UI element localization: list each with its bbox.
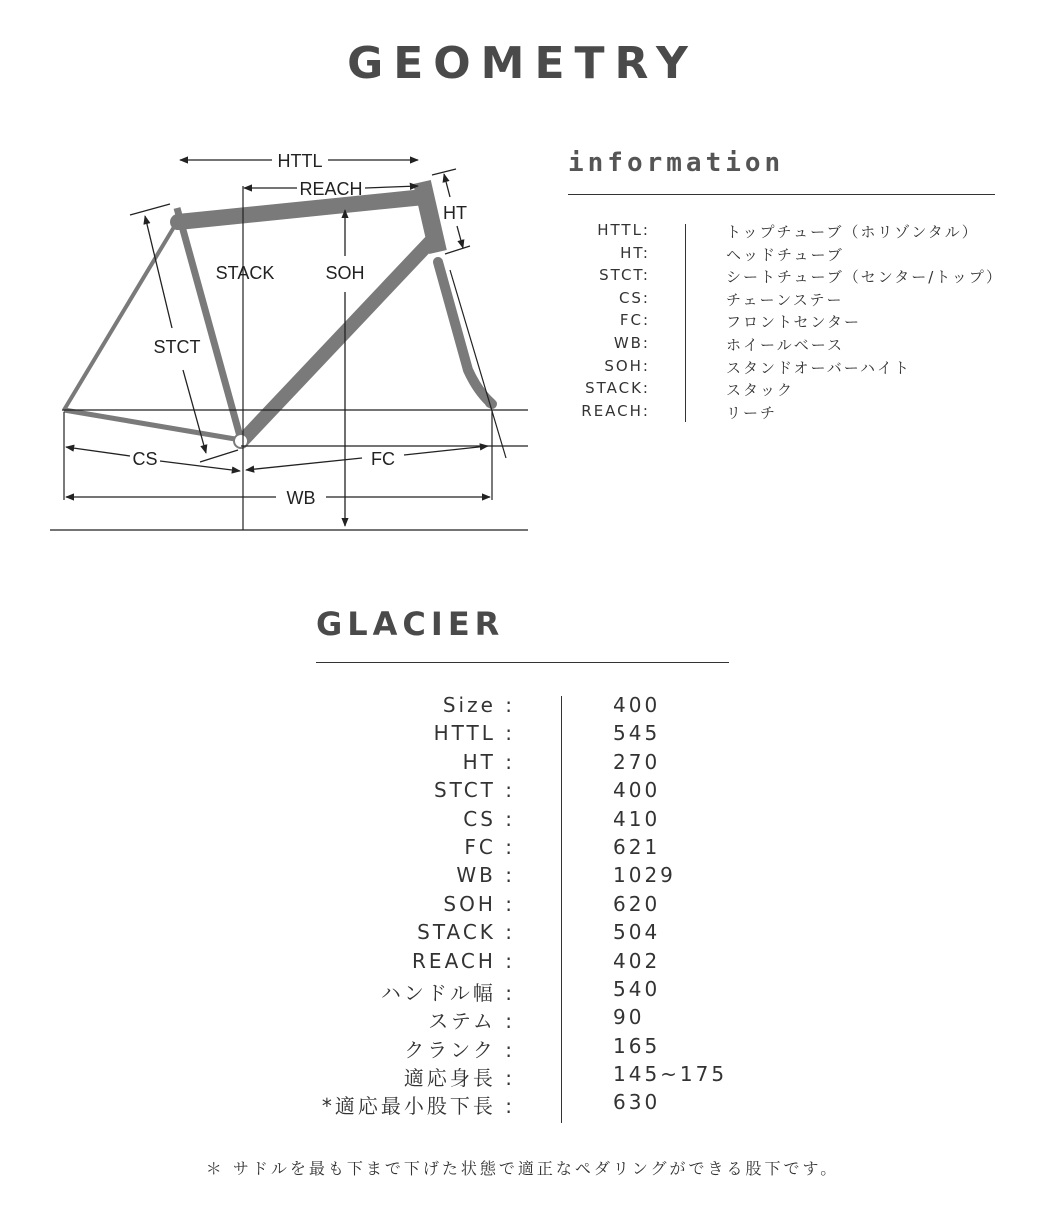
- spec-label: クランク :: [404, 1037, 515, 1062]
- spec-label: FC :: [464, 834, 515, 859]
- ht-label: HT: [443, 203, 467, 223]
- information-row: [560, 289, 1040, 312]
- information-desc: スタック: [726, 381, 795, 400]
- page-title: GEOMETRY: [347, 38, 698, 89]
- information-desc: スタンドオーバーハイト: [726, 358, 912, 377]
- spec-label: Size :: [442, 693, 515, 717]
- spec-row: [0, 1062, 1045, 1090]
- information-rule: [568, 194, 995, 195]
- spec-label: WB :: [456, 863, 515, 888]
- seat-tube: [177, 208, 241, 440]
- bike-frame: [64, 182, 495, 448]
- model-name: GLACIER: [316, 605, 505, 643]
- spec-row: [0, 835, 1045, 863]
- model-rule: [316, 662, 729, 663]
- spec-value: 270: [613, 749, 661, 774]
- spec-label: HT :: [462, 749, 515, 774]
- information-desc: リーチ: [726, 403, 778, 422]
- stct-extension: [130, 204, 170, 215]
- spec-value: 540: [613, 976, 661, 1001]
- soh-label: SOH: [325, 263, 365, 283]
- spec-row: [0, 1005, 1045, 1033]
- spec-value: 145~175: [613, 1062, 728, 1087]
- information-abbr: CS:: [618, 288, 650, 307]
- fc-arrow-right: [404, 446, 488, 455]
- stack-label: STACK: [215, 263, 275, 283]
- spec-value: 545: [613, 721, 661, 746]
- information-abbr: SOH:: [604, 356, 650, 375]
- spec-row: [0, 1090, 1045, 1118]
- httl-label: HTTL: [277, 151, 323, 171]
- spec-row: [0, 693, 1045, 721]
- spec-label: STCT :: [433, 778, 515, 803]
- spec-value: 400: [613, 693, 661, 717]
- top-tube: [178, 197, 424, 222]
- spec-value: 165: [613, 1033, 661, 1058]
- spec-value: 630: [613, 1090, 661, 1115]
- spec-label: SOH :: [443, 891, 515, 916]
- chain-stay: [64, 410, 241, 440]
- ht-arrow-down: [457, 226, 463, 248]
- spec-value: 504: [613, 920, 661, 945]
- reach-arrow-right: [365, 186, 418, 188]
- information-abbr: REACH:: [581, 401, 650, 420]
- stct-arrow-down: [183, 370, 206, 453]
- spec-value: 621: [613, 834, 661, 859]
- cs-arrow-left: [66, 447, 130, 456]
- spec-row: [0, 721, 1045, 749]
- spec-label: 適応身長 :: [403, 1066, 515, 1091]
- spec-label: CS :: [463, 806, 515, 831]
- spec-row: [0, 892, 1045, 920]
- spec-row: [0, 807, 1045, 835]
- information-row: [560, 311, 1040, 334]
- wb-label: WB: [286, 488, 316, 508]
- spec-row: [0, 778, 1045, 806]
- ht-bottom-tick: [445, 246, 470, 254]
- information-desc: ホイールベース: [726, 335, 844, 354]
- footnote: ＊ サドルを最も下まで下げた状態で適正なペダリングができる股下です。: [205, 1159, 840, 1178]
- cs-arrow-right: [160, 461, 240, 471]
- spec-row: [0, 863, 1045, 891]
- information-desc: フロントセンター: [726, 313, 861, 332]
- information-abbr: HT:: [620, 243, 650, 262]
- fc-label: FC: [371, 449, 395, 469]
- spec-table: [0, 693, 1045, 1119]
- spec-label: ステム :: [428, 1009, 515, 1034]
- information-row: [560, 402, 1040, 425]
- information-heading: information: [568, 148, 785, 178]
- reference-lines: [50, 169, 528, 530]
- information-abbr: STCT:: [599, 266, 650, 285]
- spec-value: 90: [613, 1005, 645, 1030]
- spec-value: 410: [613, 806, 661, 831]
- information-desc: トップチューブ（ホリゾンタル）: [726, 223, 979, 241]
- information-abbr: FC:: [619, 311, 650, 330]
- information-row: [560, 379, 1040, 402]
- spec-label: HTTL :: [433, 721, 515, 746]
- information-row: [560, 266, 1040, 289]
- information-abbr: STACK:: [585, 379, 650, 398]
- information-list: [560, 221, 1040, 424]
- spec-label: REACH :: [412, 948, 515, 973]
- information-abbr: WB:: [613, 333, 650, 352]
- reach-label: REACH: [299, 179, 363, 199]
- information-desc: ヘッドチューブ: [726, 245, 844, 264]
- spec-row: [0, 977, 1045, 1005]
- spec-label: STACK :: [417, 920, 515, 945]
- cs-label: CS: [132, 449, 158, 469]
- spec-value: 400: [613, 778, 661, 803]
- spec-row: [0, 1034, 1045, 1062]
- ht-arrow-up: [444, 174, 450, 197]
- head-tube-extension: [450, 270, 506, 458]
- spec-label: *適応最小股下長 :: [321, 1094, 515, 1119]
- information-desc: シートチューブ（センター/トップ）: [726, 268, 1003, 287]
- information-row: [560, 244, 1040, 267]
- spec-value: 1029: [613, 863, 676, 888]
- stct-label: STCT: [153, 337, 201, 357]
- information-row: [560, 221, 1040, 244]
- spec-value: 402: [613, 948, 661, 973]
- spec-row: [0, 750, 1045, 778]
- information-row: [560, 334, 1040, 357]
- information-abbr: HTTL:: [597, 221, 650, 239]
- frame-geometry-diagram: [0, 140, 540, 540]
- spec-value: 620: [613, 891, 661, 916]
- spec-row: [0, 949, 1045, 977]
- spec-row: [0, 920, 1045, 948]
- information-row: [560, 357, 1040, 380]
- spec-label: ハンドル幅 :: [380, 980, 515, 1005]
- seat-stay: [64, 222, 177, 410]
- information-desc: チェーンステー: [726, 290, 844, 309]
